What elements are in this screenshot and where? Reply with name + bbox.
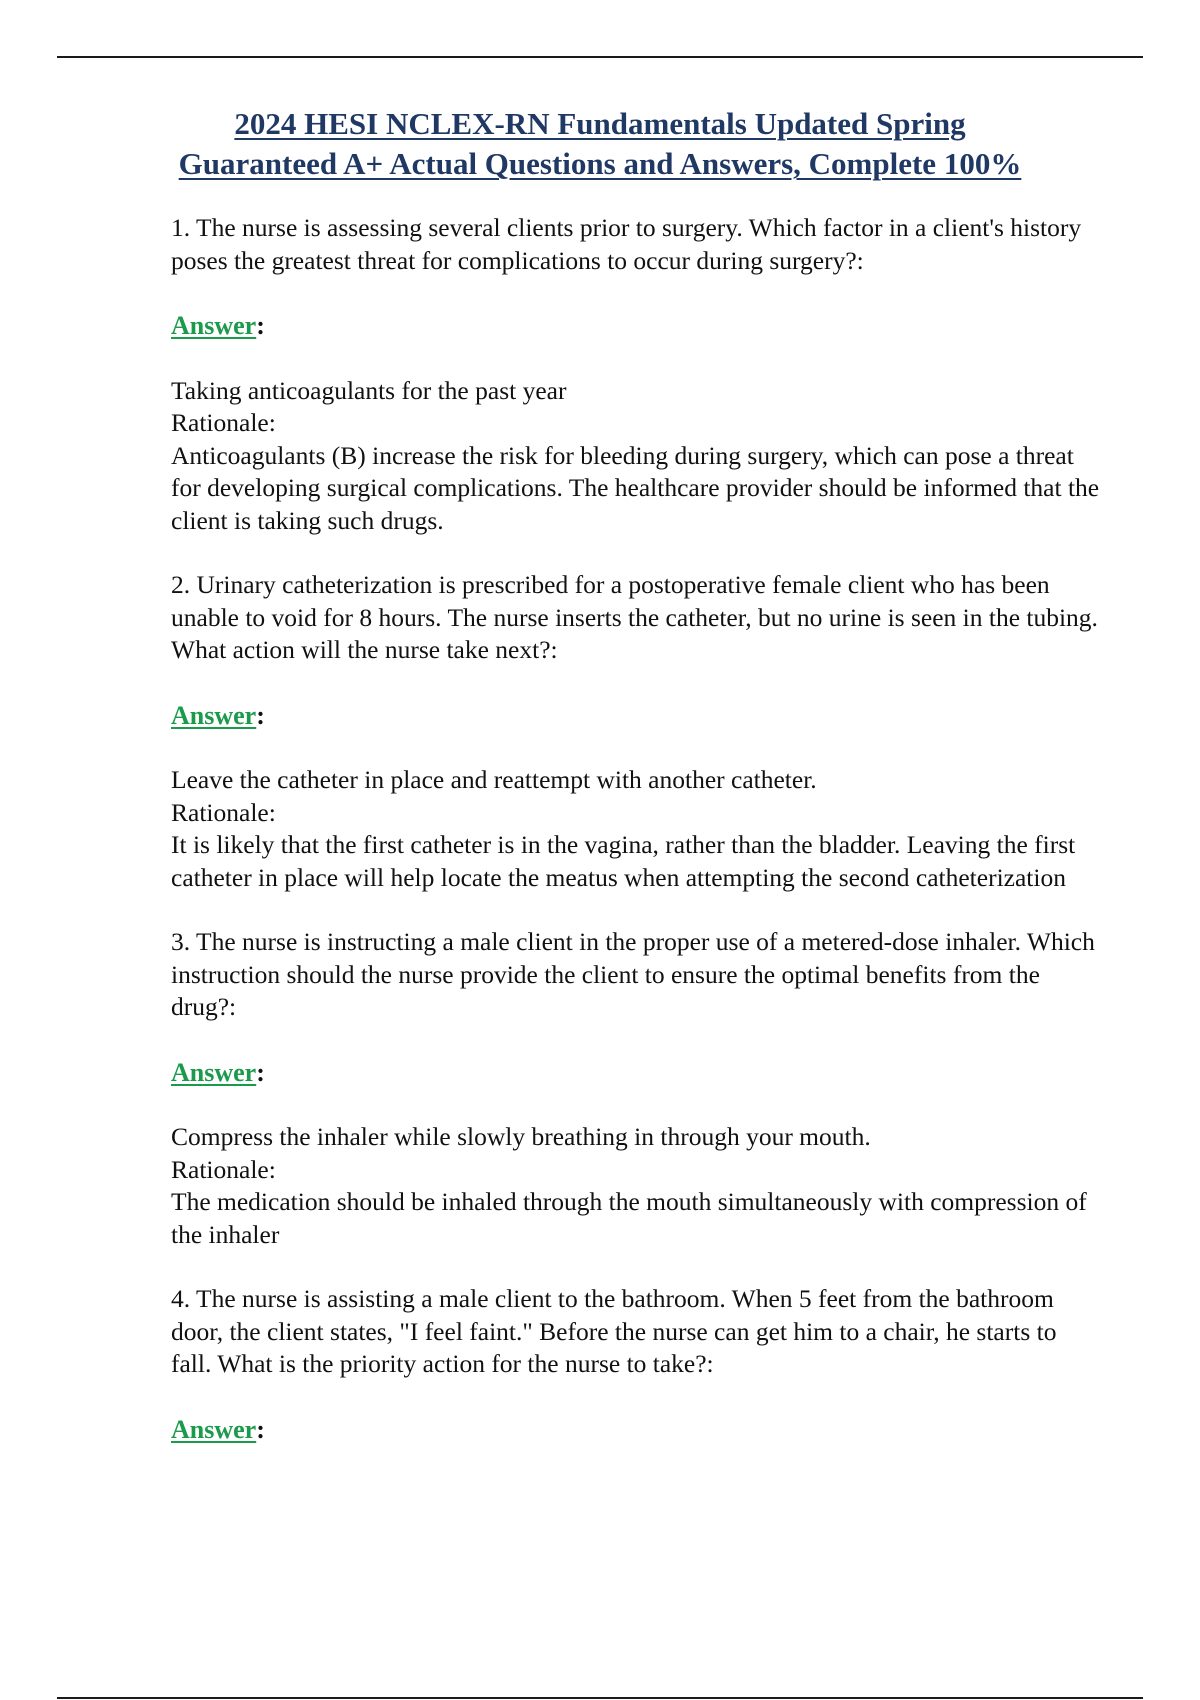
answer-label: Answer:: [171, 311, 265, 340]
answer-text: Compress the inhaler while slowly breathing in through your mouth.: [171, 1122, 871, 1151]
question-text: 2. Urinary catheterization is prescribed for a postoperative female client who has been unable to void for 8 hours. The nurse inserts the catheter, but no urine is seen in the tubing. What action will the nurse take next?:: [171, 570, 1098, 664]
bottom-rule: [57, 1697, 1143, 1699]
answer-block: [171, 1121, 1101, 1251]
title-line-2: Guaranteed A+ Actual Questions and Answers, Complete 100%: [178, 146, 1022, 181]
answer-label: Answer:: [171, 1414, 265, 1444]
answer-block: [171, 764, 1101, 894]
answer-text: Leave the catheter in place and reattempt with another catheter.: [171, 765, 817, 794]
rationale-label: Rationale:: [171, 797, 276, 827]
question-text: 1. The nurse is assessing several clients prior to surgery. Which factor in a client's history poses the greatest threat for complications to occur during surgery?:: [171, 213, 1082, 275]
answer-label: Answer:: [171, 1057, 265, 1087]
answer-label: Answer:: [171, 700, 265, 730]
rationale-label: Rationale:: [171, 1154, 276, 1184]
document-title: [57, 104, 1143, 184]
question-item: [171, 569, 1101, 894]
title-line-1: 2024 HESI NCLEX-RN Fundamentals Updated Spring: [234, 106, 966, 141]
question-text: 4. The nurse is assisting a male client to the bathroom. When 5 feet from the bathroom door, the client states, "I feel faint." Before the nurse can get him to a chair, he starts to fall. What is the priority action for the nurse to take?:: [171, 1284, 1057, 1378]
rationale-label: Rationale:: [171, 408, 276, 437]
rationale-text: It is likely that the first catheter is in the vagina, rather than the bladder. Leaving the first catheter in place will help locate the meatus when attempting the second catheterization: [171, 830, 1076, 892]
answer-block: [171, 375, 1101, 538]
rationale-text: The medication should be inhaled through the mouth simultaneously with compression of the inhaler: [171, 1187, 1087, 1249]
top-rule: [57, 56, 1143, 58]
question-item: [171, 1283, 1101, 1446]
question-item: [171, 212, 1101, 537]
rationale-text: Anticoagulants (B) increase the risk for bleeding during surgery, which can pose a threat for developing surgical complications. The healthcare provider should be informed that the client is taking such drugs.: [171, 440, 1100, 535]
question-item: [171, 926, 1101, 1251]
answer-text: Taking anticoagulants for the past year: [171, 375, 567, 405]
question-text: 3. The nurse is instructing a male client in the proper use of a metered-dose inhaler. Which instruction should the nurse provide the client to ensure the optimal benefits from the drug?:: [171, 927, 1095, 1021]
question-list: [171, 212, 1101, 1446]
